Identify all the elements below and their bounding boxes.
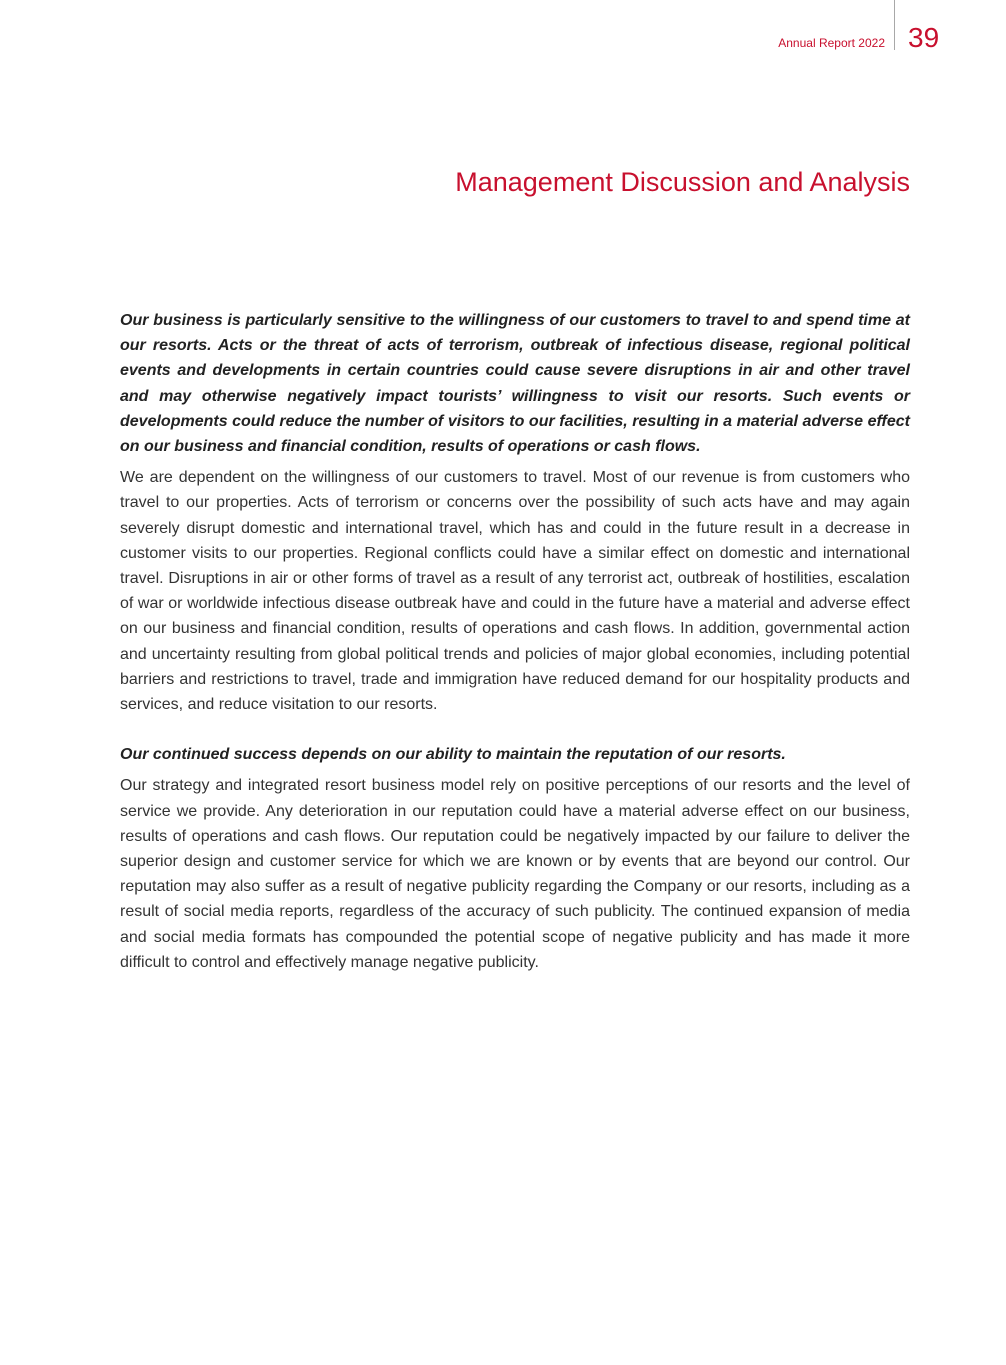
header-divider xyxy=(894,0,895,50)
section-heading: Our continued success depends on our ability to maintain the reputation of our resorts. xyxy=(120,746,786,764)
section-reputation-risk xyxy=(120,742,910,975)
document-body xyxy=(120,308,910,975)
section-paragraph: We are dependent on the willingness of our customers to travel. Most of our revenue is from customers who travel to our properties. Acts of terrorism or concerns over the possibility of such acts have and may again severely disrupt domestic and international travel, which has and could in the future result in a decrease in customer visits to our properties. Regional conflicts could have a similar effect on domestic and international travel. Disruptions in air or other forms of travel as a result of any terrorist act, outbreak of hostilities, escalation of war or worldwide infectious disease outbreak have and could in the future have a material and adverse effect on our business and financial condition, results of operations and cash flows. In addition, governmental action and uncertainty resulting from global political trends and policies of major global economies, including potential barriers and restrictions to travel, trade and immigration have reduced demand for our hospitality products and services, and reduce visitation to our resorts. xyxy=(120,469,910,714)
section-heading: Our business is particularly sensitive to the willingness of our customers to travel to and spend time at our resorts. Acts or the threat of acts of terrorism, outbreak of infectious disease, regional political events and developments in certain countries could cause severe disruptions in air and other travel and may otherwise negatively impact tourists’ willingness to visit our resorts. Such events or developments could reduce the number of visitors to our facilities, resulting in a material adverse effect on our business and financial condition, results of operations or cash flows. xyxy=(120,312,910,456)
page-title: Management Discussion and Analysis xyxy=(455,167,910,197)
report-label: Annual Report 2022 xyxy=(778,36,885,50)
page-number: 39 xyxy=(908,22,940,53)
section-travel-risk xyxy=(120,308,910,717)
section-paragraph: Our strategy and integrated resort business model rely on positive perceptions of our resorts and the level of service we provide. Any deterioration in our reputation could have a material adverse effect on our business, results of operations and cash flows. Our reputation could be negatively impacted by our failure to deliver the superior design and customer service for which we are known or by events that are beyond our control. Our reputation may also suffer as a result of negative publicity regarding the Company or our resorts, including as a result of social media reports, regardless of the accuracy of such publicity. The continued expansion of media and social media formats has compounded the potential scope of negative publicity and has made it more difficult to control and effectively manage negative publicity. xyxy=(120,777,910,971)
